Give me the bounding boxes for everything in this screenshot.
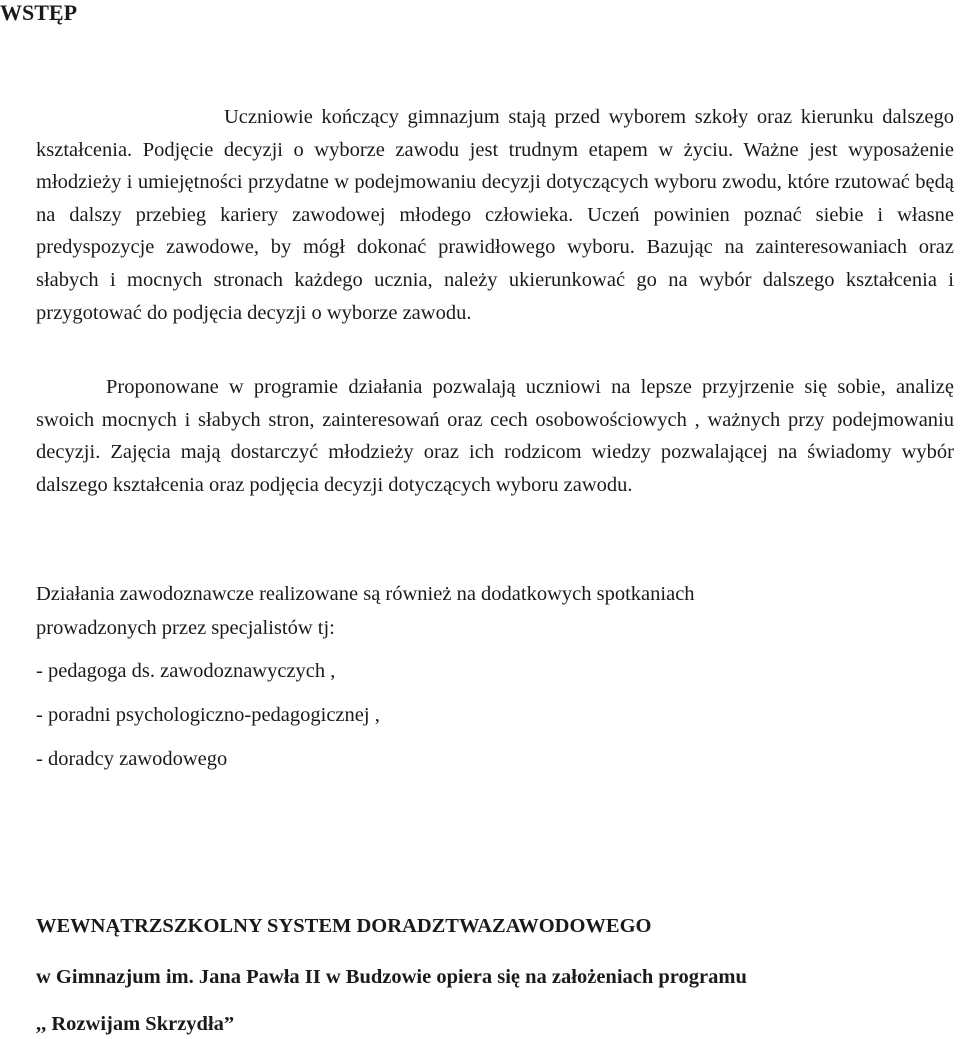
system-description: w Gimnazjum im. Jana Pawła II w Budzowie opiera się na założeniach programu	[36, 966, 747, 988]
activities-text-line-1: Działania zawodoznawcze realizowane są również na dodatkowych spotkaniach	[36, 583, 695, 605]
intro-paragraph: Uczniowie kończący gimnazjum stają przed wyborem szkoły oraz kierunku dalszego kształcenia. Podjęcie decyzji o wyborze zawodu jest trudnym etapem w życiu. Ważne jest wyposażenie młodzieży i umiejętności przydatne w podejmowaniu decyzji dotyczących wyboru zwodu, które rzutować będą na dalszy przebieg kariery zawodowej młodego człowieka. Uczeń powinien poznać siebie i własne predyspozycje zawodowe, by mógł dokonać prawidłowego wyboru. Bazując na zainteresowaniach oraz słabych i mocnych stronach każdego ucznia, należy ukierunkować go na wybór dalszego kształcenia i przygotować do podjęcia decyzji o wyborze zawodu.	[36, 106, 954, 324]
specialist-list-item: - pedagoga ds. zawodoznawyczych ,	[36, 660, 336, 682]
program-name: ,, Rozwijam Skrzydła”	[36, 1013, 235, 1035]
specialist-list-item: - doradcy zawodowego	[36, 748, 228, 770]
program-paragraph: Proponowane w programie działania pozwalają uczniowi na lepsze przyjrzenie się sobie, analizę swoich mocnych i słabych stron, zainteresowań oraz cech osobowościowych , ważnych przy podejmowaniu decyzji. Zajęcia mają dostarczyć młodzieży oraz ich rodzicom wiedzy pozwalającej na świadomy wybór dalszego kształcenia oraz podjęcia decyzji dotyczących wyboru zawodu.	[36, 376, 954, 496]
specialist-list-item: - poradni psychologiczno-pedagogicznej ,	[36, 704, 380, 726]
section-heading: WSTĘP	[0, 0, 78, 25]
system-title: WEWNĄTRZSZKOLNY SYSTEM DORADZTWAZAWODOWEGO	[36, 915, 652, 937]
activities-text-line-2: prowadzonych przez specjalistów tj:	[36, 617, 335, 639]
